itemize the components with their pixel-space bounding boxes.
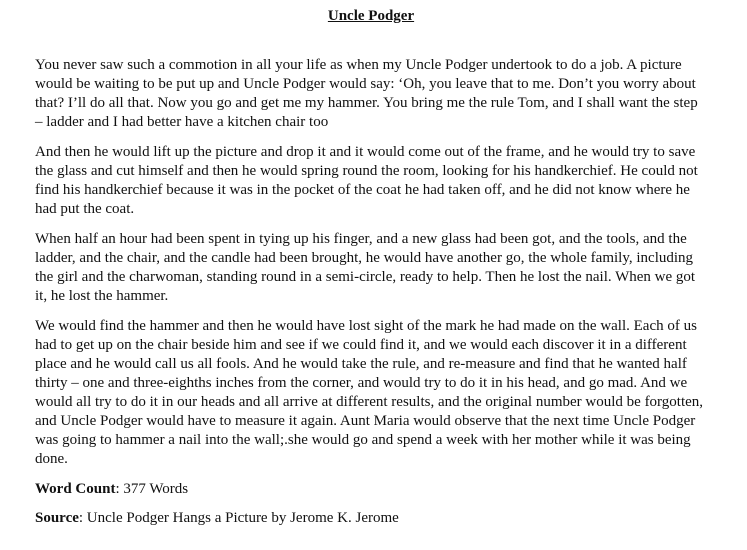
paragraph-1: You never saw such a commotion in all your life as when my Uncle Podger undertook to do a job. A picture would be waiting to be put up and Uncle Podger would say: ‘Oh, you leave that to me. Don’t you worry about that? I’ll do all that. Now you go and get me my hammer. You bring me the rule Tom, and I shall want the step – ladder and I had better have a kitchen chair too xyxy=(35,57,698,130)
source-value: : Uncle Podger Hangs a Picture by Jerome K. Jerome xyxy=(78,510,399,526)
word-count-line xyxy=(35,480,707,499)
source-line xyxy=(35,509,707,528)
word-count-value: : 377 Words xyxy=(115,481,189,497)
document-title: Uncle Podger xyxy=(327,8,415,24)
paragraph-4: We would find the hammer and then he would have lost sight of the mark he had made on the wall. Each of us had to get up on the chair beside him and see if we could find it, and we would each discover it in a different place and he would call us all fools. And he would take the rule, and re-measure and find that he wanted half thirty – one and three-eighths inches from the corner, and would try to do it in his head, and go mad. And we would all try to do it in our heads and all arrive at different results, and the original number would be forgotten, and Uncle Podger would have to measure it again. Aunt Maria would observe that the next time Uncle Podger was going to hammer a nail into the wall;.she would go and spend a week with her mother while it was being done. xyxy=(35,318,704,467)
word-count-label: Word Count xyxy=(35,481,116,497)
document-page xyxy=(35,6,707,538)
source-label: Source xyxy=(35,510,79,526)
paragraph-3: When half an hour had been spent in tying up his finger, and a new glass had been got, and the tools, and the ladder, and the chair, and the candle had been brought, he would have another go, the whole family, including the girl and the charwoman, standing round in a semi-circle, ready to help. Then he lost the nail. When we got it, he lost the hammer. xyxy=(35,231,696,304)
paragraph-2: And then he would lift up the picture and drop it and it would come out of the frame, and he would try to save the glass and cut himself and then he would spring round the room, looking for his handkerchief. He could not find his handkerchief because it was in the pocket of the coat he had taken off, and he did not know where he had put the coat. xyxy=(35,144,698,217)
